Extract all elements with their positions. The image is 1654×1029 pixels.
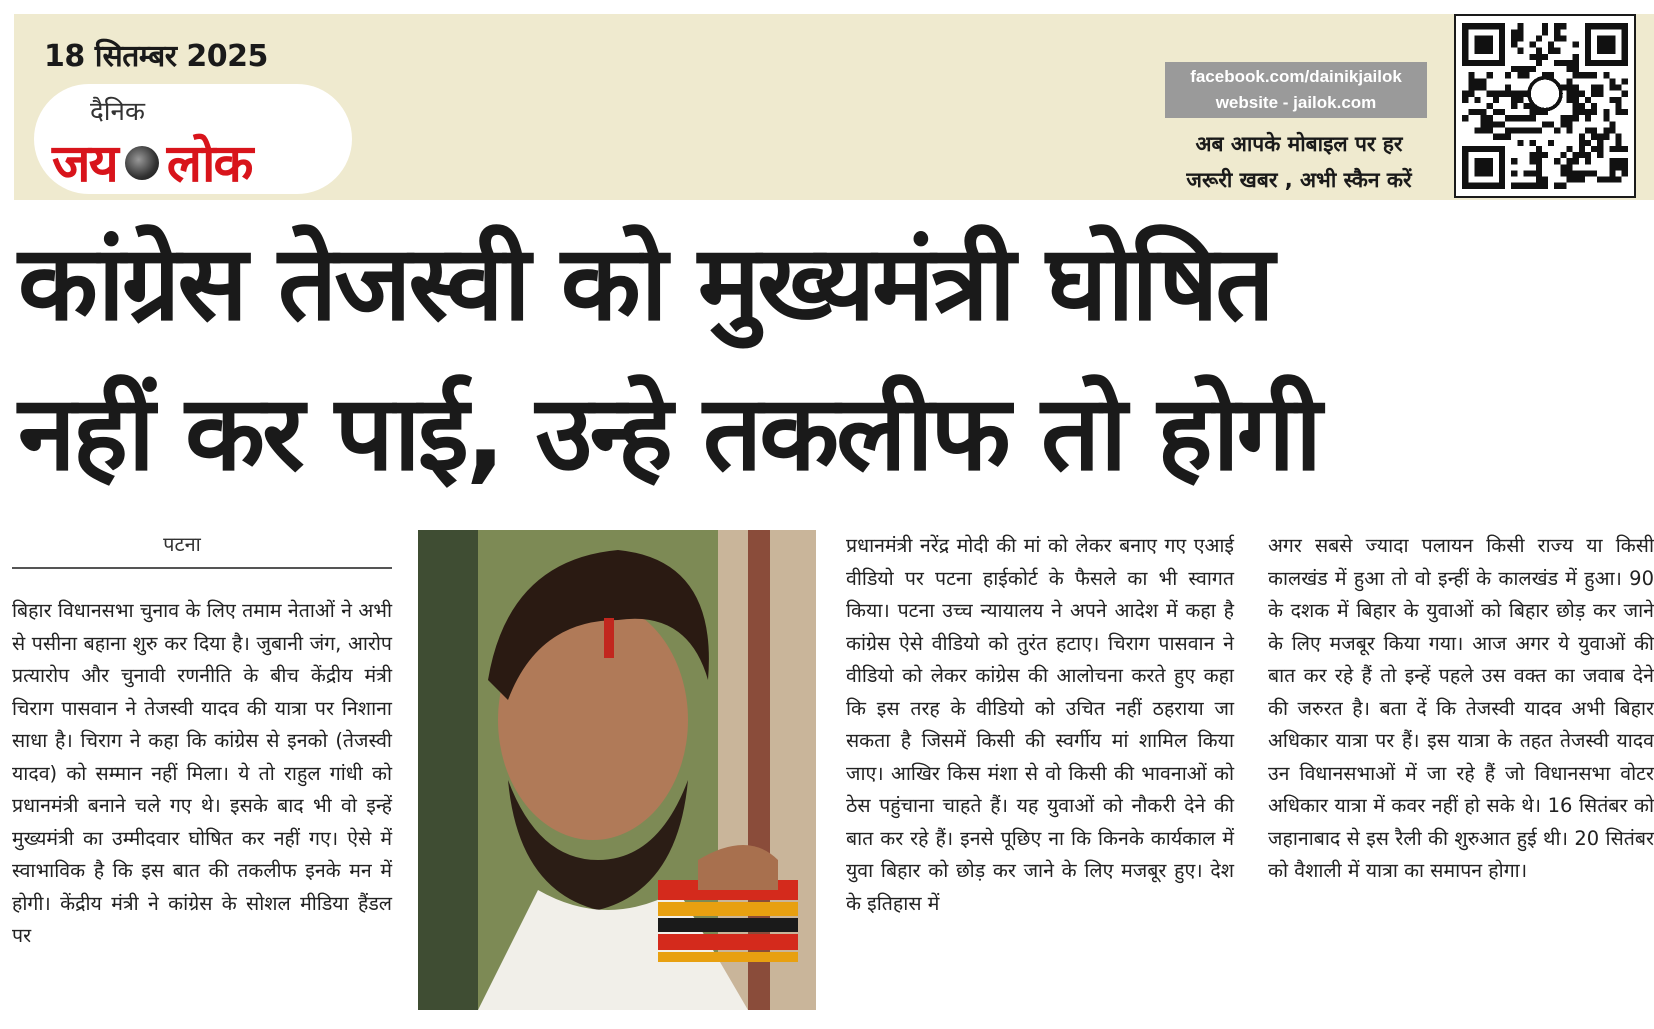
scan-prompt-line2: जरूरी खबर , अभी स्कैन करें: [1186, 168, 1412, 192]
logo-prefix: दैनिक: [90, 97, 145, 127]
article-column-2: प्रधानमंत्री नरेंद्र मोदी की मां को लेकर बनाए गए एआई वीडियो पर पटना हाईकोर्ट के फैसले का भी स्वागत किया। पटना उच्च न्यायालय ने अपने आदेश में कहा है कांग्रेस ऐसे वीडियो को तुरंत हटाए। चिराग पासवान ने वीडियो को लेकर कांग्रेस की आलोचना करते हुए कहा कि इस तरह के वीडियो को उचित नहीं ठहराया जा सकता है जिसमें किसी की स्वर्गीय मां शामिल किया जाए। आखिर किस मंशा से वो किसी की भावनाओं को ठेस पहुंचाना चाहते हैं। यह युवाओं को नौकरी देने की बात कर रहे हैं। इनसे पूछिए ना कि किनके कार्यकाल में युवा बिहार को छोड़ कर जाने के लिए मजबूर हुए। देश के इतिहास में: [846, 534, 1234, 915]
headline: [18, 208, 1648, 508]
scan-prompt-line1: अब आपके मोबाइल पर हर: [1195, 132, 1403, 156]
logo-word-lok: लोक: [166, 134, 252, 194]
headline-line-2: नहीं कर पाई, उन्हे तकलीफ तो होगी: [18, 372, 1320, 494]
news-photo: [418, 530, 816, 1010]
masthead: [14, 14, 1654, 200]
article-column-1: बिहार विधानसभा चुनाव के लिए तमाम नेताओं ने अभी से पसीना बहाना शुरु कर दिया है। जुबानी जंग, आरोप प्रत्यारोप और चुनावी रणनीति के बीच केंद्रीय मंत्री चिराग पासवान ने तेजस्वी यादव की यात्रा पर निशाना साधा है। चिराग ने कहा कि कांग्रेस से इनको (तेजस्वी यादव) को सम्मान नहीं मिला। ये तो राहुल गांधी को प्रधानमंत्री बनाने चले गए थे। इसके बाद भी वो इन्हें मुख्यमंत्री का उम्मीदवार घोषित कर नहीं गए। ऐसे में स्वाभाविक है कि इस बात की तकलीफ इनके मन में होगी। केंद्रीय मंत्री ने कांग्रेस के सोशल मीडिया हैंडल पर: [12, 599, 392, 947]
newspaper-logo[interactable]: [34, 84, 352, 194]
scan-prompt: [1154, 126, 1444, 198]
qr-code-icon[interactable]: [1454, 14, 1636, 198]
dateline: [12, 530, 392, 569]
issue-date: 18 सितम्बर 2025: [44, 39, 268, 74]
social-links-box: [1165, 62, 1427, 118]
logo-word-jay: जय: [52, 134, 117, 194]
globe-icon: [125, 146, 159, 180]
article-column-3: अगर सबसे ज्यादा पलायन किसी राज्य या किसी कालखंड में हुआ तो वो इन्हीं के कालखंड में हुआ। 90 के दशक में बिहार के युवाओं को बिहार छोड़ कर जाने के लिए मजबूर किया गया। आज अगर ये युवाओं की बात कर रहे हैं तो इन्हें पहले उस वक्त का जवाब देने की जरुरत है। बता दें कि तेजस्वी यादव अभी बिहार अधिकार यात्रा पर हैं। इस यात्रा के तहत तेजस्वी यादव उन विधानसभाओं में जा रहे हैं जो विधानसभा वोटर अधिकार यात्रा में कवर नहीं हो सके थे। 16 सितंबर को जहानाबाद से इस रैली की शुरुआत हुई थी। 20 सितंबर को वैशाली में यात्रा का समापन होगा।: [1268, 534, 1654, 882]
dateline-city: पटना: [163, 532, 201, 556]
logo-wordmark: [52, 126, 251, 197]
facebook-link[interactable]: facebook.com/dainikjailok: [1190, 67, 1402, 86]
headline-line-1: कांग्रेस तेजस्वी को मुख्यमंत्री घोषित: [18, 222, 1272, 344]
website-link[interactable]: website - jailok.com: [1215, 93, 1377, 112]
